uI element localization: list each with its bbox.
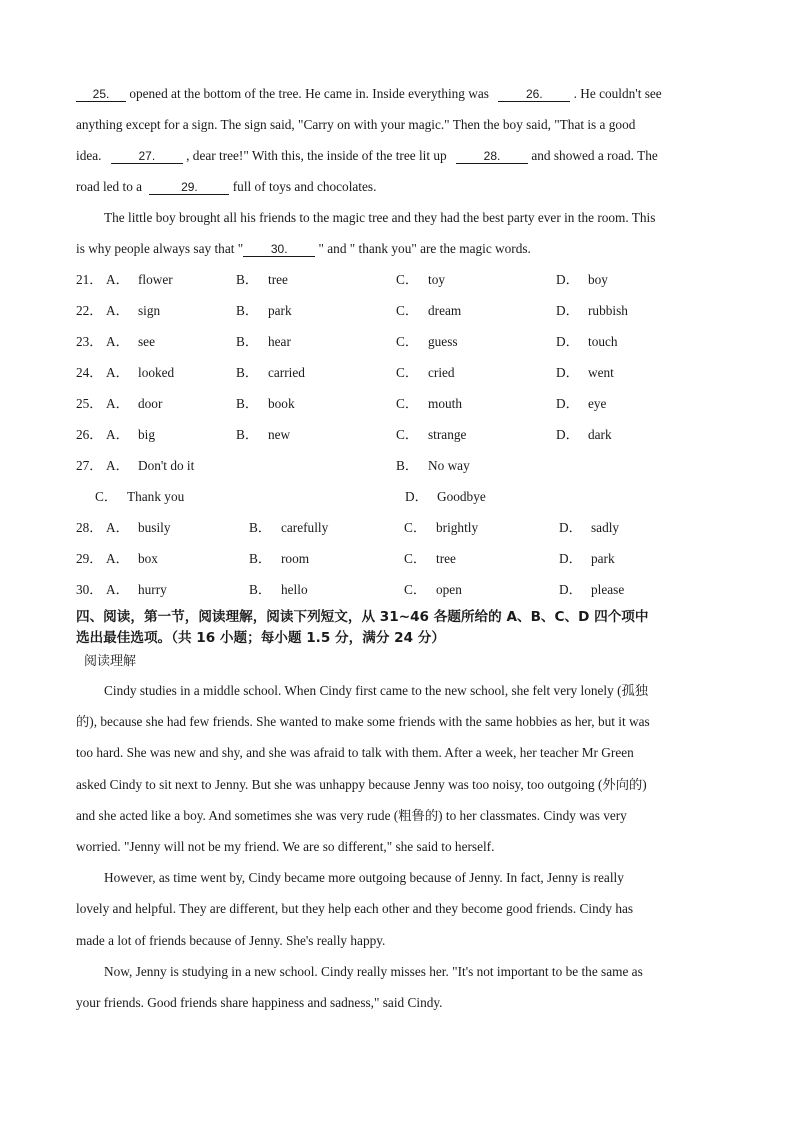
answer-option[interactable]: D． rubbish: [556, 303, 628, 318]
answer-option[interactable]: A． flower: [106, 272, 173, 287]
answer-option[interactable]: D． touch: [556, 334, 618, 349]
answer-option[interactable]: A． see: [106, 334, 155, 349]
option-27-d[interactable]: D． Goodbye: [405, 489, 486, 504]
answer-option[interactable]: B． book: [236, 396, 295, 411]
blank-27[interactable]: 27.: [111, 149, 183, 164]
question-options-28-30: [76, 512, 720, 605]
answer-option[interactable]: C． open: [404, 582, 462, 597]
passage-line: 的), because she had few friends. She wanted to make some friends with the same hobbies as her, but it was: [76, 714, 650, 730]
answer-option[interactable]: D． park: [559, 551, 615, 566]
reading-passage: [76, 675, 720, 1018]
question-row: 21． A． flower B． tree C． toy D． boy: [76, 264, 720, 295]
answer-option[interactable]: B． carefully: [249, 520, 329, 535]
question-row-27: 27． A． Don't do it B． No way: [76, 450, 720, 481]
answer-option[interactable]: A． box: [106, 551, 158, 566]
answer-option[interactable]: D． please: [559, 582, 625, 597]
passage-line: lovely and helpful. They are different, but they help each other and they become good friends. Cindy has: [76, 901, 634, 917]
blank-28[interactable]: 28.: [456, 149, 528, 164]
answer-option[interactable]: B． park: [236, 303, 292, 318]
passage-line: Now, Jenny is studying in a new school. Cindy really misses her. "It's not important to be the same as: [104, 963, 643, 979]
answer-option[interactable]: C． brightly: [404, 520, 479, 535]
answer-option[interactable]: C． cried: [396, 365, 455, 380]
question-row: 28． A． busily B． carefully C． brightly D． sadly: [76, 512, 720, 543]
question-row: 25． A． door B． book C． mouth D． eye: [76, 388, 720, 419]
question-row: 24． A． looked B． carried C． cried D． went: [76, 357, 720, 388]
question-row: 23． A． see B． hear C． guess D． touch: [76, 326, 720, 357]
story-line-1: 25. opened at the bottom of the tree. He came in. Inside everything was 26. . He couldn't see: [76, 78, 720, 109]
question-row: 30． A． hurry B． hello C． open D． please: [76, 574, 720, 605]
question-row: 29． A． box B． room C． tree D． park: [76, 543, 720, 574]
question-options-21-26: [76, 264, 720, 450]
answer-option[interactable]: D． dark: [556, 427, 612, 442]
answer-option[interactable]: C． tree: [404, 551, 456, 566]
answer-option[interactable]: C． strange: [396, 427, 467, 442]
answer-option[interactable]: A． busily: [106, 520, 171, 535]
blank-29[interactable]: 29.: [149, 180, 229, 195]
option-27-b[interactable]: B． No way: [396, 458, 470, 473]
answer-option[interactable]: B． hello: [249, 582, 308, 597]
answer-option[interactable]: D． sadly: [559, 520, 620, 535]
answer-option[interactable]: C． mouth: [396, 396, 462, 411]
blank-25[interactable]: 25.: [76, 87, 126, 102]
passage-line: However, as time went by, Cindy became more outgoing because of Jenny. In fact, Jenny is really: [104, 870, 624, 886]
answer-option[interactable]: A． door: [106, 396, 163, 411]
section-heading: 四、阅读，第一节，阅读理解，阅读下列短文，从 31~46 各题所给的 A、B、C、D 四个项中 选出最佳选项。（共 16 小题；每小题 1.5 分，满分 24 分）: [76, 609, 649, 646]
passage-line: too hard. She was new and shy, and she was afraid to talk with them. After a week, her teacher Mr Green: [76, 745, 634, 761]
passage-line: your friends. Good friends share happiness and sadness," said Cindy.: [76, 995, 443, 1011]
subsection-title: 阅读理解: [84, 654, 137, 669]
answer-option[interactable]: B． hear: [236, 334, 291, 349]
passage-line: Cindy studies in a middle school. When Cindy first came to the new school, she felt very lonely (孤独: [104, 683, 649, 698]
question-row: 26． A． big B． new C． strange D． dark: [76, 419, 720, 450]
passage-line: asked Cindy to sit next to Jenny. But she was unhappy because Jenny was too noisy, too outgoing (外向的): [76, 776, 647, 792]
answer-option[interactable]: B． new: [236, 427, 291, 442]
story-line-2: anything except for a sign. The sign said, "Carry on with your magic." Then the boy said, "That is a good: [76, 117, 636, 132]
answer-option[interactable]: A． hurry: [106, 582, 167, 597]
option-27-c[interactable]: C． Thank you: [95, 489, 185, 504]
answer-option[interactable]: C． toy: [396, 272, 445, 287]
story-line-3: idea. 27. , dear tree!" With this, the inside of the tree lit up 28. and showed a road. The: [76, 148, 658, 163]
answer-option[interactable]: A． sign: [106, 303, 161, 318]
answer-option[interactable]: D． boy: [556, 272, 608, 287]
question-row-27-cont: [76, 481, 720, 512]
answer-option[interactable]: B． room: [249, 551, 310, 566]
passage-line: and she acted like a boy. And sometimes she was very rude (粗鲁的) to her classmates. Cindy was very: [76, 807, 627, 823]
story-line-5: The little boy brought all his friends to the magic tree and they had the best party ever in the room. This: [104, 210, 656, 225]
document-page: [76, 78, 720, 1018]
answer-option[interactable]: A． big: [106, 427, 155, 442]
answer-option[interactable]: B． carried: [236, 365, 305, 380]
question-row: 22． A． sign B． park C． dream D． rubbish: [76, 295, 720, 326]
answer-option[interactable]: C． guess: [396, 334, 458, 349]
blank-30[interactable]: 30.: [243, 242, 315, 257]
answer-option[interactable]: D． went: [556, 365, 614, 380]
passage-line: made a lot of friends because of Jenny. She's really happy.: [76, 932, 386, 948]
blank-26[interactable]: 26.: [498, 87, 570, 102]
answer-option[interactable]: D． eye: [556, 396, 607, 411]
story-line-4: road led to a 29. full of toys and chocolates.: [76, 179, 377, 194]
option-27-a[interactable]: A． Don't do it: [106, 458, 195, 473]
story-line-6: is why people always say that " 30. " and " thank you" are the magic words.: [76, 241, 531, 256]
answer-option[interactable]: B． tree: [236, 272, 288, 287]
answer-option[interactable]: C． dream: [396, 303, 462, 318]
passage-line: worried. "Jenny will not be my friend. We are so different," she said to herself.: [76, 839, 495, 855]
answer-option[interactable]: A． looked: [106, 365, 175, 380]
